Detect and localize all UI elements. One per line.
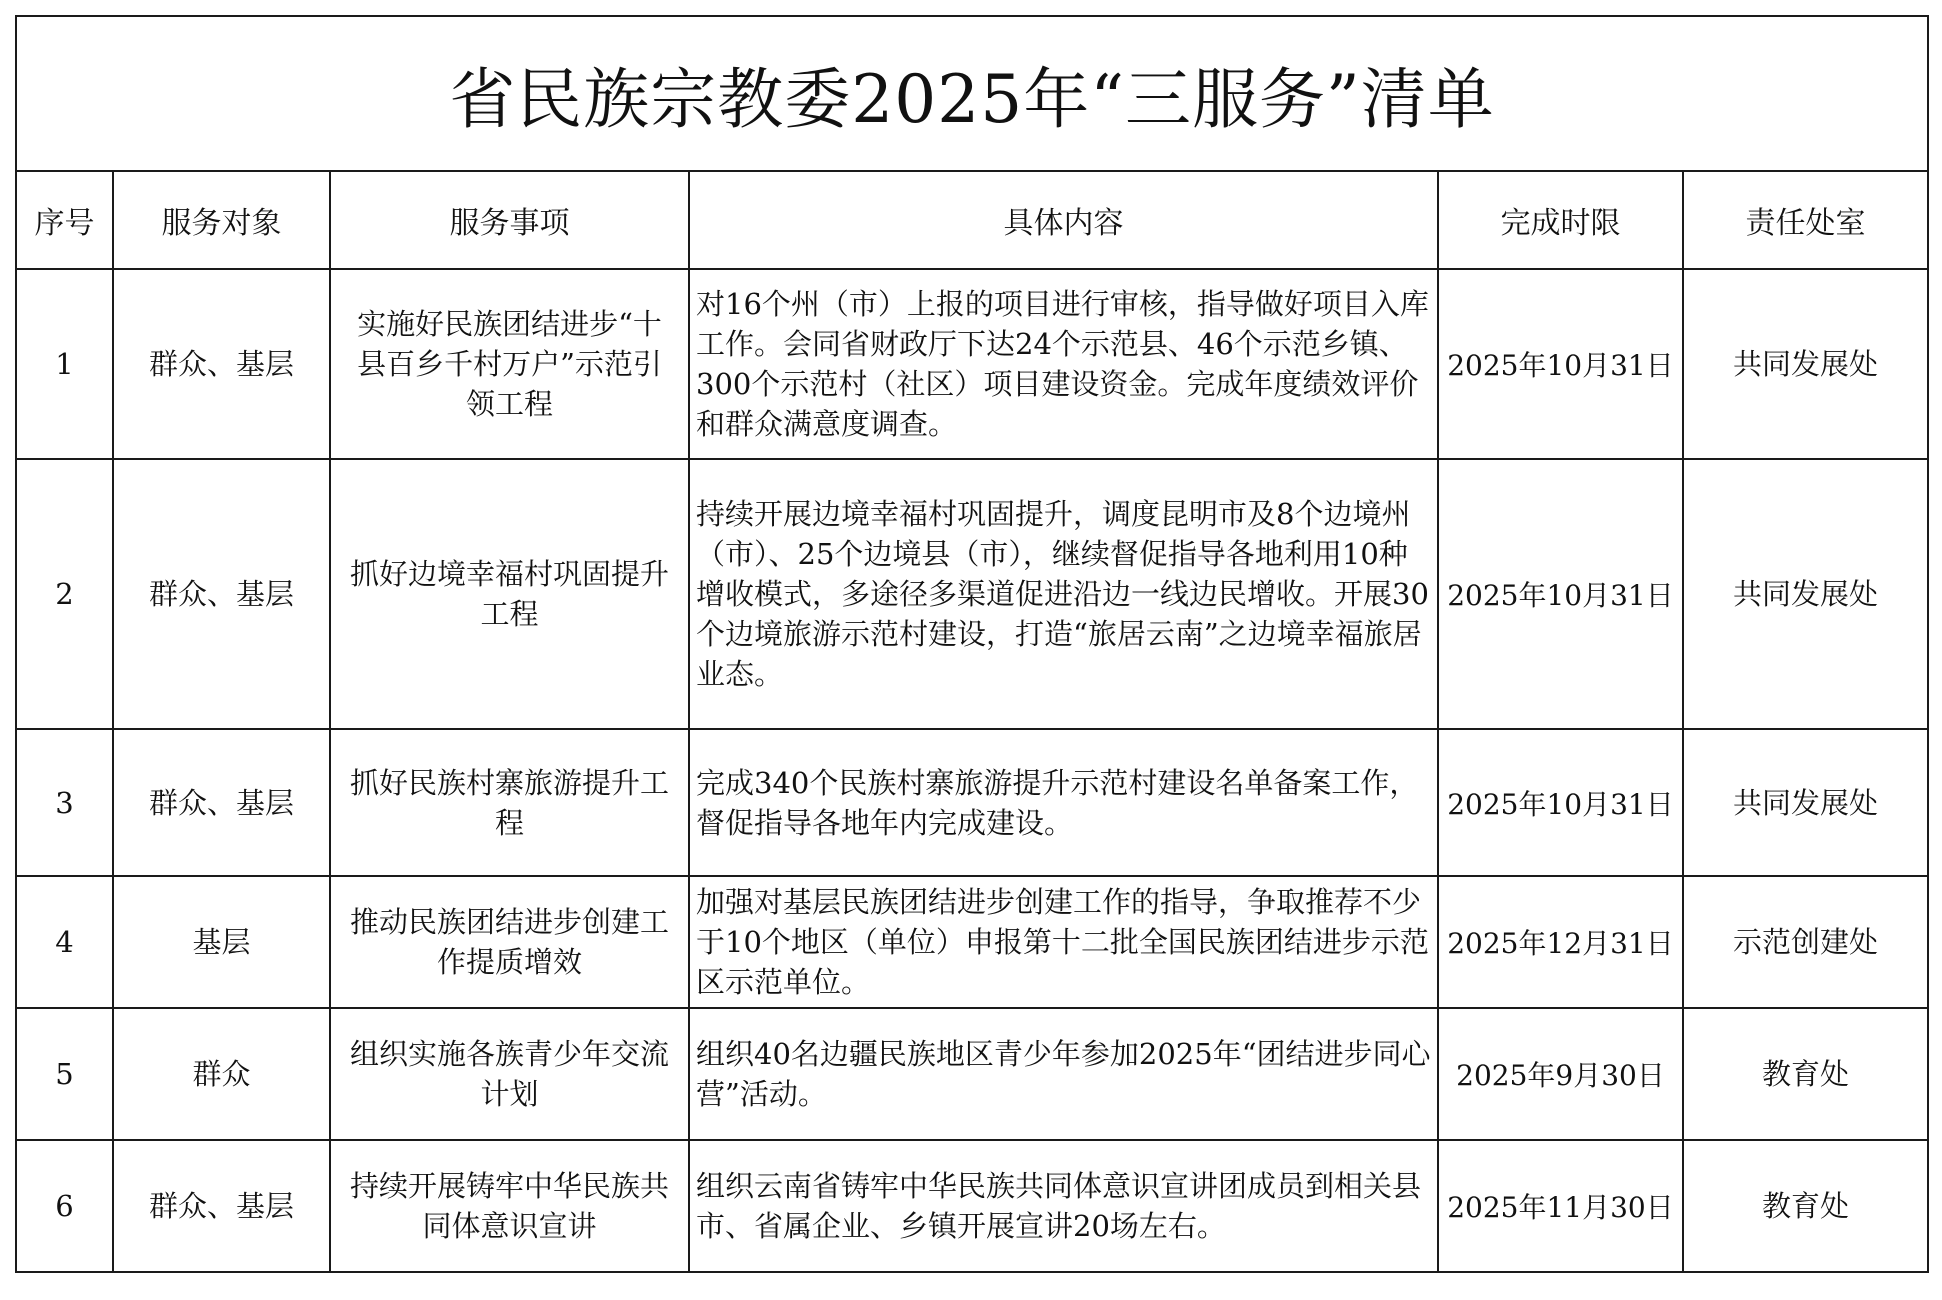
- table-row: [16, 269, 1928, 459]
- cell-office: 教育处: [1683, 1140, 1928, 1272]
- table-row: [16, 876, 1928, 1008]
- cell-item: 推动民族团结进步创建工作提质增效: [330, 876, 689, 1008]
- header-content: 具体内容: [689, 171, 1438, 269]
- cell-deadline: 2025年12月31日: [1438, 876, 1683, 1008]
- cell-no: 6: [16, 1140, 113, 1272]
- table-row: [16, 729, 1928, 876]
- header-no: 序号: [16, 171, 113, 269]
- cell-office: 共同发展处: [1683, 459, 1928, 729]
- cell-office: 教育处: [1683, 1008, 1928, 1140]
- cell-content: 完成340个民族村寨旅游提升示范村建设名单备案工作，督促指导各地年内完成建设。: [689, 729, 1438, 876]
- cell-deadline: 2025年9月30日: [1438, 1008, 1683, 1140]
- cell-target: 群众、基层: [113, 1140, 330, 1272]
- cell-target: 群众、基层: [113, 729, 330, 876]
- table-row: [16, 1140, 1928, 1272]
- header-deadline: 完成时限: [1438, 171, 1683, 269]
- cell-no: 1: [16, 269, 113, 459]
- cell-content: 对16个州（市）上报的项目进行审核，指导做好项目入库工作。会同省财政厅下达24个示范县、46个示范乡镇、300个示范村（社区）项目建设资金。完成年度绩效评价和群众满意度调查。: [689, 269, 1438, 459]
- cell-content: 加强对基层民族团结进步创建工作的指导，争取推荐不少于10个地区（单位）申报第十二批全国民族团结进步示范区示范单位。: [689, 876, 1438, 1008]
- cell-target: 群众: [113, 1008, 330, 1140]
- cell-target: 群众、基层: [113, 459, 330, 729]
- cell-item: 实施好民族团结进步“十县百乡千村万户”示范引领工程: [330, 269, 689, 459]
- header-item: 服务事项: [330, 171, 689, 269]
- table-row: [16, 1008, 1928, 1140]
- cell-no: 4: [16, 876, 113, 1008]
- cell-item: 持续开展铸牢中华民族共同体意识宣讲: [330, 1140, 689, 1272]
- cell-target: 基层: [113, 876, 330, 1008]
- cell-office: 共同发展处: [1683, 269, 1928, 459]
- cell-item: 抓好边境幸福村巩固提升工程: [330, 459, 689, 729]
- title-row: [16, 16, 1928, 171]
- header-row: [16, 171, 1928, 269]
- cell-deadline: 2025年11月30日: [1438, 1140, 1683, 1272]
- cell-target: 群众、基层: [113, 269, 330, 459]
- cell-deadline: 2025年10月31日: [1438, 269, 1683, 459]
- cell-no: 5: [16, 1008, 113, 1140]
- cell-office: 共同发展处: [1683, 729, 1928, 876]
- service-list-table: [15, 15, 1929, 1273]
- page-title: 省民族宗教委2025年“三服务”清单: [16, 16, 1928, 171]
- cell-content: 持续开展边境幸福村巩固提升，调度昆明市及8个边境州（市）、25个边境县（市），继续督促指导各地利用10种增收模式，多途径多渠道促进沿边一线边民增收。开展30个边境旅游示范村建设，打造“旅居云南”之边境幸福旅居业态。: [689, 459, 1438, 729]
- cell-content: 组织云南省铸牢中华民族共同体意识宣讲团成员到相关县市、省属企业、乡镇开展宣讲20场左右。: [689, 1140, 1438, 1272]
- header-office: 责任处室: [1683, 171, 1928, 269]
- header-target: 服务对象: [113, 171, 330, 269]
- cell-no: 2: [16, 459, 113, 729]
- table-row: [16, 459, 1928, 729]
- cell-office: 示范创建处: [1683, 876, 1928, 1008]
- cell-item: 抓好民族村寨旅游提升工程: [330, 729, 689, 876]
- cell-content: 组织40名边疆民族地区青少年参加2025年“团结进步同心营”活动。: [689, 1008, 1438, 1140]
- cell-item: 组织实施各族青少年交流计划: [330, 1008, 689, 1140]
- cell-no: 3: [16, 729, 113, 876]
- cell-deadline: 2025年10月31日: [1438, 729, 1683, 876]
- cell-deadline: 2025年10月31日: [1438, 459, 1683, 729]
